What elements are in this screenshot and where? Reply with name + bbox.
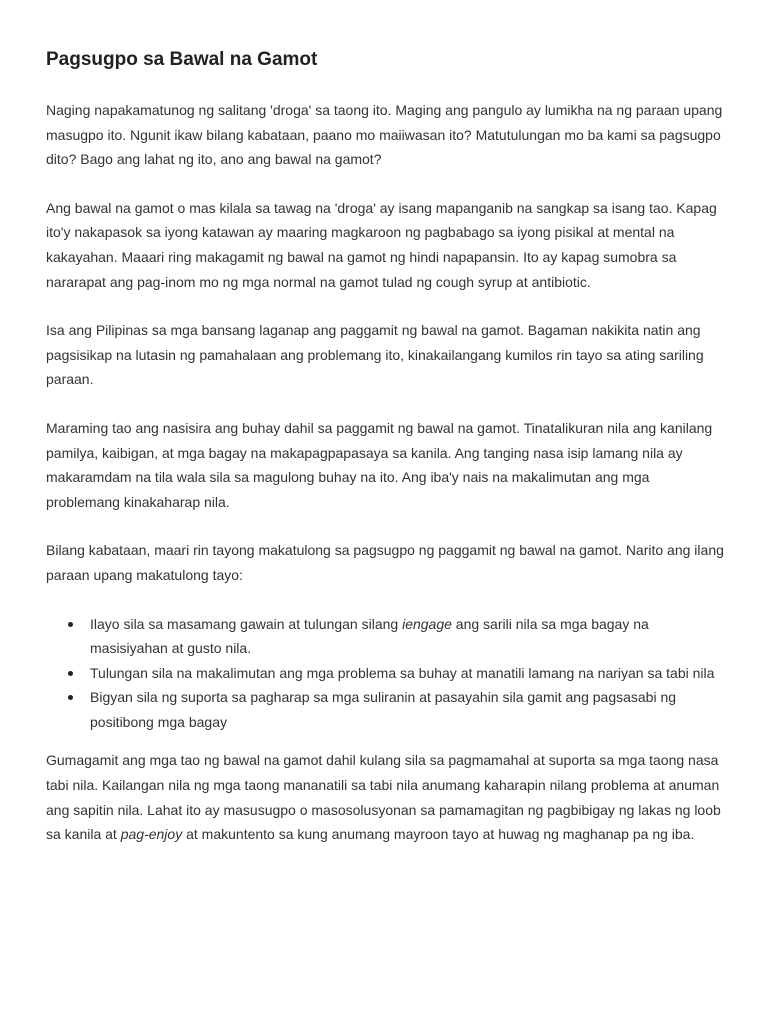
article-title: Pagsugpo sa Bawal na Gamot <box>46 49 318 70</box>
list-item <box>90 612 726 661</box>
paragraph-5: Bilang kabataan, maari rin tayong makatulong sa pagsugpo ng paggamit ng bawal na gamot. Narito ang ilang paraan upang makatulong tayo: <box>46 542 724 583</box>
paragraph-text: Gumagamit ang mga tao ng bawal na gamot dahil kulang sila sa pagmamahal at suporta sa mga taong nasa tabi nila. Kailangan nila ng mga taong mananatili sa tabi nila anumang kaharapin nilang problema at anuman ang sapitin nila. Lahat ito ay masusugpo o masosolusyonan sa pamamagitan ng pagbibigay ng lakas ng loob sa kanila at <box>46 752 721 843</box>
article <box>46 48 726 871</box>
list-item <box>90 661 726 686</box>
paragraph-2: Ang bawal na gamot o mas kilala sa tawag na 'droga' ay isang mapanganib na sangkap sa isang tao. Kapag ito'y nakapasok sa iyong katawan ay maaring magkaroon ng pagbabago sa iyong pisikal at mental na kakayahan. Maaari ring makagamit ng bawal na gamot ng hindi napapansin. Ito ay kapag sumobra sa nararapat ang pag-inom mo ng mga normal na gamot tulad ng cough syrup at antibiotic. <box>46 199 717 290</box>
paragraph-text: at makuntento sa kung anumang mayroon tayo at huwag ng maghanap pa ng iba. <box>182 826 695 843</box>
paragraph-3: Isa ang Pilipinas sa mga bansang laganap ang paggamit ng bawal na gamot. Bagaman nakikita natin ang pagsisikap na lutasin ng pamahalaan ang problemang ito, kinakailangang kumilos rin tayo sa ating sariling paraan. <box>46 322 704 388</box>
paragraph-emphasis: pag-enjoy <box>120 826 183 843</box>
ways-list <box>46 612 726 735</box>
list-item-text: Tulungan sila na makalimutan ang mga problema sa buhay at manatili lamang na nariyan sa tabi nila <box>90 664 715 681</box>
list-item-text: Bigyan sila ng suporta sa pagharap sa mga suliranin at pasayahin sila gamit ang pagsasabi ng positibong mga bagay <box>90 689 677 730</box>
paragraph-6 <box>46 748 726 846</box>
paragraph-1: Naging napakamatunog ng salitang 'droga' sa taong ito. Maging ang pangulo ay lumikha na ng paraan upang masugpo ito. Ngunit ikaw bilang kabataan, paano mo maiiwasan ito? Matutulungan mo ba kami sa pagsugpo dito? Bago ang lahat ng ito, ano ang bawal na gamot? <box>46 102 723 168</box>
list-item <box>90 685 726 734</box>
list-item-emphasis: iengage <box>402 615 452 632</box>
list-item-text: Ilayo sila sa masamang gawain at tulungan silang <box>90 615 403 632</box>
list-item-text: ang sarili nila sa mga bagay na masisiyahan at gusto nila. <box>90 615 649 657</box>
paragraph-4: Maraming tao ang nasisira ang buhay dahil sa paggamit ng bawal na gamot. Tinatalikuran nila ang kanilang pamilya, kaibigan, at mga bagay na makapagpapasaya sa kanila. Ang tanging nasa isip lamang nila ay makaramdam na tila wala sila sa magulong buhay na ito. Ang iba'y nais na makalimutan ang mga problemang kinakaharap nila. <box>46 419 713 510</box>
